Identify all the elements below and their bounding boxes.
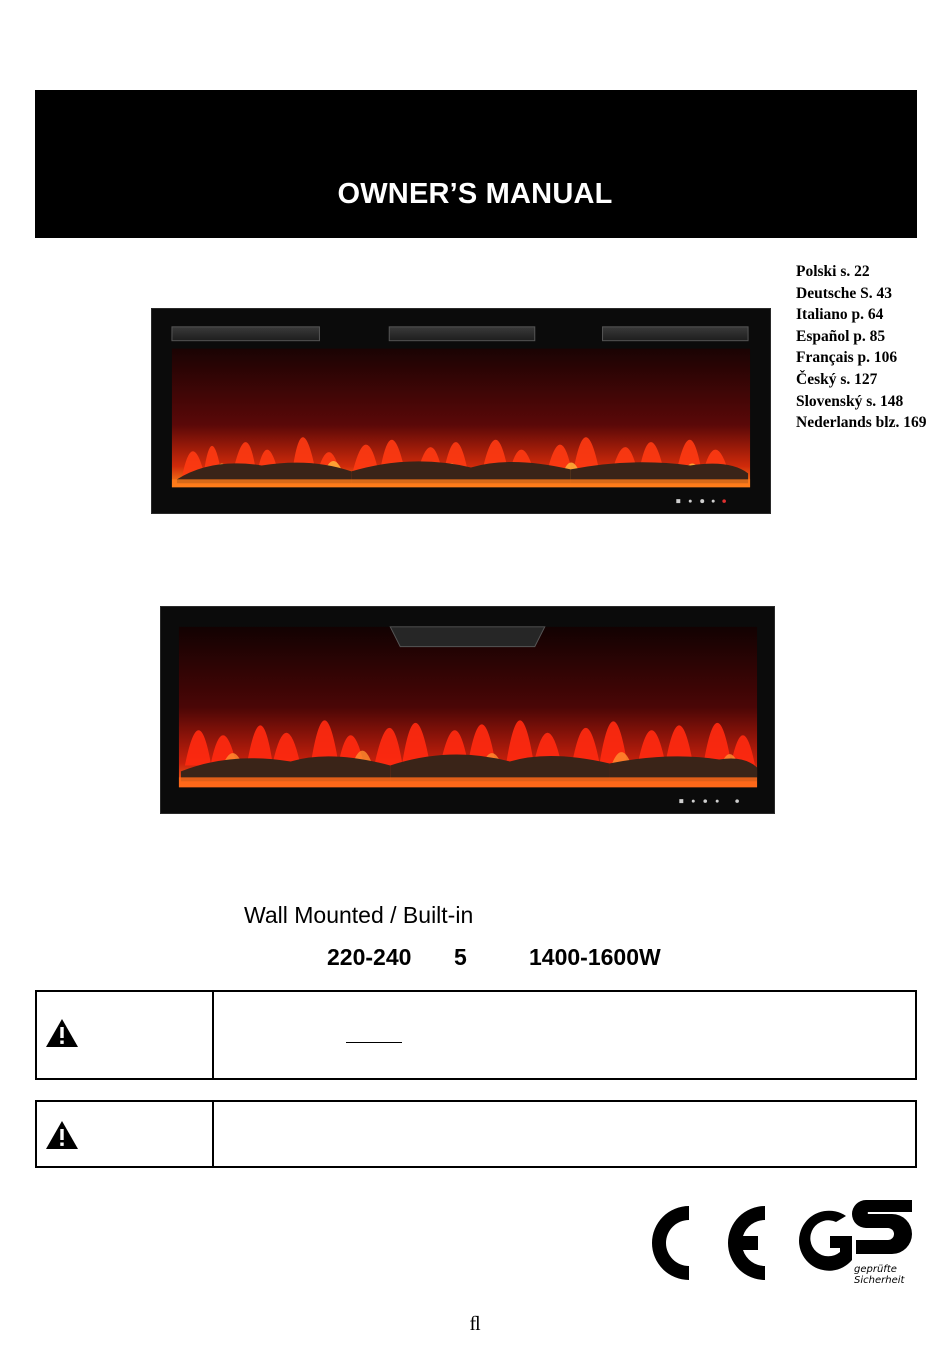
wattage-value: 1400-1600W	[529, 944, 661, 970]
language-index	[796, 261, 926, 434]
warning-triangle-icon	[45, 1120, 79, 1150]
gs-label-line2: Sicherheit	[854, 1275, 905, 1286]
underline-mark	[346, 1042, 402, 1043]
language-item-espanol[interactable]: Español p. 85	[796, 327, 886, 345]
language-item-deutsche[interactable]: Deutsche S. 43	[796, 284, 893, 302]
fireplace-illustration-2	[161, 607, 774, 813]
fireplace-image-variant	[160, 606, 775, 814]
fireplace-illustration-1	[152, 309, 770, 513]
gs-mark-icon	[796, 1190, 916, 1286]
page-number: ﬂ	[469, 1313, 481, 1335]
warning-box-2	[35, 1100, 917, 1168]
ce-mark-icon	[646, 1200, 768, 1286]
page-title: OWNER’S MANUAL	[337, 178, 613, 210]
language-item-francais[interactable]: Français p. 106	[796, 349, 898, 367]
frequency-value: 5	[454, 944, 467, 970]
warning-box-1	[35, 990, 917, 1080]
voltage-value: 220-240	[327, 944, 412, 970]
language-item-italiano[interactable]: Italiano p. 64	[796, 306, 884, 324]
language-item-cesky[interactable]: Český s. 127	[796, 370, 878, 388]
warning-divider-1	[212, 992, 214, 1078]
warning-triangle-icon	[45, 1018, 79, 1048]
fireplace-image-front	[151, 308, 771, 514]
language-item-nederlands[interactable]: Nederlands blz. 169	[796, 414, 927, 432]
language-item-polski[interactable]: Polski s. 22	[796, 263, 870, 280]
gs-label-line1: geprüfte	[854, 1264, 897, 1275]
warning-divider-2	[212, 1102, 214, 1166]
product-subtitle: Wall Mounted / Built-in	[244, 902, 474, 928]
title-banner	[35, 90, 917, 238]
language-item-slovensky[interactable]: Slovenský s. 148	[796, 392, 904, 410]
